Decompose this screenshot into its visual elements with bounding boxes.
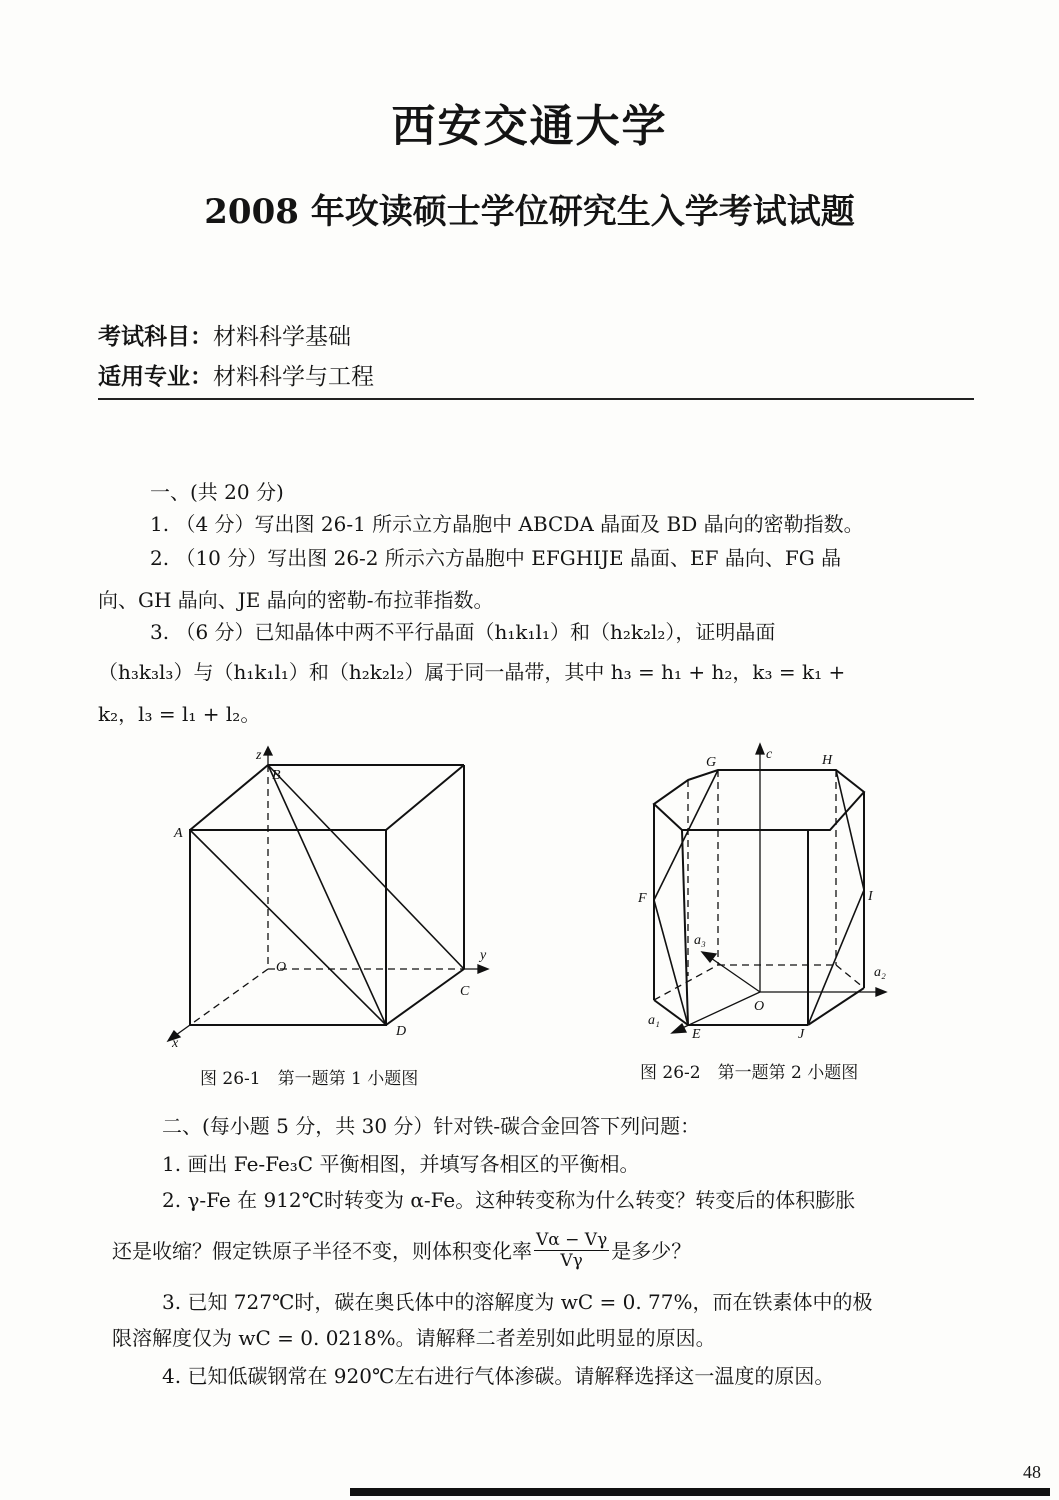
label-z: z: [256, 748, 262, 763]
cube-edge: [386, 969, 464, 1025]
major-line: [98, 358, 374, 391]
exam-title: 2008 年攻读硕士学位研究生入学考试试题: [204, 192, 855, 232]
section2-q4: 4. 已知低碳钢常在 920℃左右进行气体渗碳。请解释选择这一温度的原因。: [162, 1364, 835, 1388]
subject-line: [98, 318, 351, 351]
section2-q2-line2-text: 还是收缩？假定铁原子半径不变，则体积变化率: [112, 1238, 532, 1263]
plane-edge-AD: [190, 830, 386, 1025]
label-B: B: [272, 768, 281, 783]
section1-q3-line3: k₂，l₃ = l₁ + l₂。: [98, 702, 261, 726]
section2-q3-line1: 3. 已知 727℃时，碳在奥氏体中的溶解度为 wC = 0. 77%，而在铁素体中的极: [162, 1290, 873, 1314]
figure-26-1-caption: 图 26-1 第一题第 1 小题图: [200, 1069, 419, 1089]
label-F: F: [638, 891, 647, 906]
hex-edge: [682, 830, 688, 1025]
z-axis-arrow: [264, 747, 272, 755]
fraction-numerator: Vα − Vγ: [536, 1230, 608, 1250]
line-FG: [654, 770, 718, 900]
a2-axis-arrow: [876, 988, 886, 996]
header-divider: [98, 398, 974, 400]
label-O: O: [276, 960, 287, 975]
section2-q3-line2: 限溶解度仅为 wC = 0. 0218%。请解释二者差别如此明显的原因。: [112, 1326, 716, 1350]
section2-q2-line2-end: 是多少？: [611, 1238, 692, 1263]
page-number: 48: [1023, 1462, 1041, 1482]
label-G: G: [706, 755, 717, 770]
label-C: C: [460, 984, 470, 999]
plane-edge-BC: [268, 765, 464, 969]
label-I: I: [868, 889, 873, 904]
section1-q3-line2: （h₃k₃l₃）与（h₁k₁l₁）和（h₂k₂l₂）属于同一晶带，其中 h₃ = h₁ + h₂，k₃ = k₁ +: [98, 660, 846, 684]
label-E: E: [692, 1027, 701, 1042]
figure-26-1-cubic-cell: [160, 745, 500, 1055]
label-y: y: [480, 948, 487, 963]
section1-heading: 一、(共 20 分): [150, 480, 284, 504]
figure-26-2-caption: 图 26-2 第一题第 2 小题图: [640, 1063, 859, 1083]
hidden-edge: [836, 965, 864, 988]
volume-change-fraction: [534, 1230, 609, 1271]
subject-label: 考试科目：: [98, 324, 213, 350]
hex-top-face: [654, 770, 864, 830]
section1-q1: 1. （4 分）写出图 26-1 所示立方晶胞中 ABCDA 晶面及 BD 晶向的密勒指数。: [150, 512, 864, 536]
cube-edge: [190, 765, 268, 830]
cube-edge: [386, 765, 464, 830]
a3-axis: [708, 956, 760, 992]
section1-q2-line2: 向、GH 晶向、JE 晶向的密勒-布拉菲指数。: [98, 588, 494, 612]
label-a1: a₁: [648, 1013, 660, 1028]
label-x: x: [172, 1036, 179, 1051]
subject-value: 材料科学基础: [213, 324, 351, 350]
section1-q2-line1: 2. （10 分）写出图 26-2 所示六方晶胞中 EFGHIJE 晶面、EF 晶向、FG 晶: [150, 546, 842, 570]
label-c: c: [766, 747, 773, 762]
major-label: 适用专业：: [98, 364, 213, 390]
figure-26-2-hexagonal-cell: [630, 740, 900, 1050]
section2-q1: 1. 画出 Fe-Fe₃C 平衡相图，并填写各相区的平衡相。: [162, 1152, 640, 1176]
section2-heading: 二、(每小题 5 分，共 30 分）针对铁-碳合金回答下列问题：: [162, 1114, 701, 1138]
hidden-edge: [190, 969, 268, 1025]
label-a3: a₃: [694, 933, 706, 948]
fraction-denominator: Vγ: [560, 1251, 583, 1271]
section1-q3-line1: 3. （6 分）已知晶体中两不平行晶面（h₁k₁l₁）和（h₂k₂l₂），证明晶面: [150, 620, 776, 644]
line-EF: [654, 900, 688, 1025]
bottom-scan-edge: [350, 1488, 1050, 1496]
label-A: A: [174, 826, 183, 841]
x-axis: [176, 1025, 190, 1035]
section2-q2-line1: 2. γ-Fe 在 912℃时转变为 α-Fe。这种转变称为什么转变？转变后的体积膨胀: [162, 1188, 856, 1212]
label-D: D: [396, 1024, 407, 1039]
major-value: 材料科学与工程: [213, 364, 374, 390]
a1-axis-arrow: [672, 1024, 686, 1033]
label-H: H: [822, 753, 833, 768]
label-O: O: [754, 999, 765, 1014]
university-title: 西安交通大学: [391, 101, 668, 152]
label-a2: a₂: [874, 965, 886, 980]
label-J: J: [798, 1027, 805, 1042]
line-IJ: [808, 890, 864, 1025]
y-axis-arrow: [478, 965, 488, 973]
section2-q2-line2: [112, 1230, 691, 1271]
c-axis-arrow: [756, 744, 764, 754]
direction-BD: [268, 765, 386, 1025]
